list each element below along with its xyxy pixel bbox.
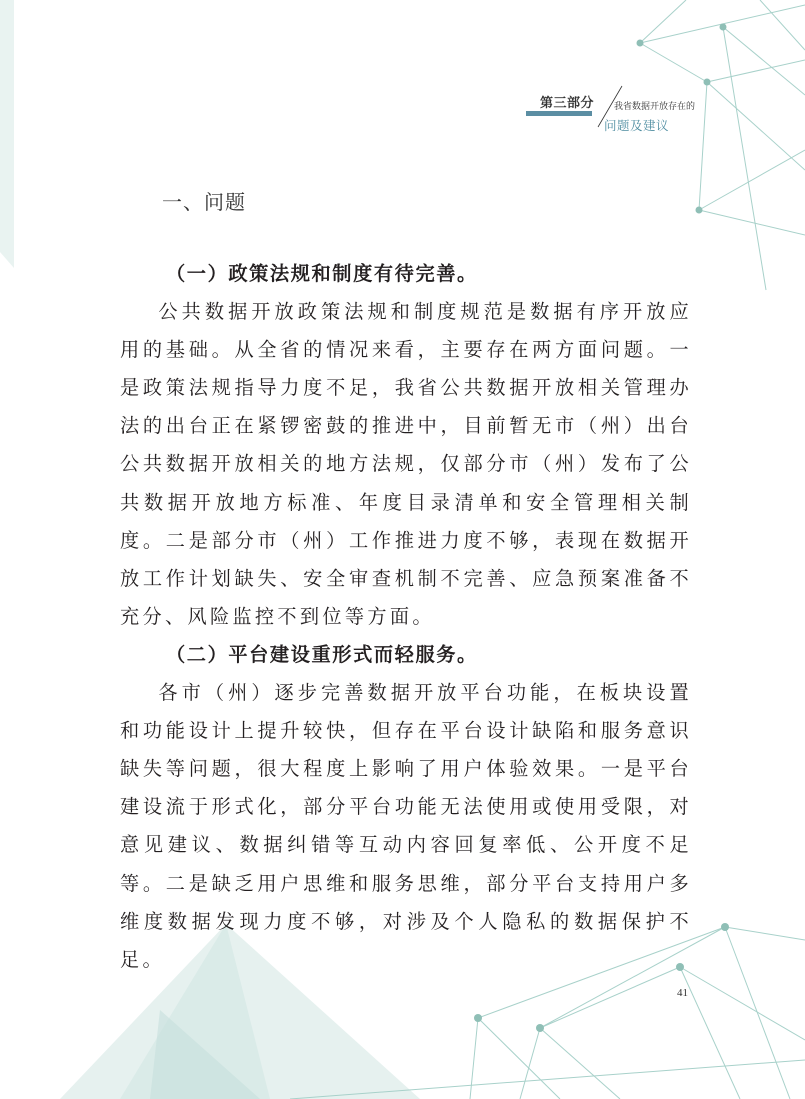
part-label: 第三部分 [540, 96, 595, 111]
chapter-header [526, 90, 726, 140]
part-accent-bar [526, 111, 592, 116]
subsection-heading-1: （一）政策法规和制度有待完善。 [166, 262, 478, 285]
chapter-subtitle-small: 我省数据开放存在的 [614, 102, 696, 112]
top-right-network [640, 0, 805, 290]
document-body [120, 255, 692, 979]
subsection-paragraph-1: 公共数据开放政策法规和制度规范是数据有序开放应用的基础。从全省的情况来看，主要存在两方面问题。一是政策法规指导力度不足，我省公共数据开放相关管理办法的出台正在紧锣密鼓的推进中，目前暂无市（州）出台公共数据开放相关的地方法规，仅部分市（州）发布了公共数据开放地方标准、年度目录清单和安全管理相关制度。二是部分市（州）工作推进力度不够，表现在数据开放工作计划缺失、安全审查机制不完善、应急预案准备不充分、风险监控不到位等方面。 [120, 300, 692, 628]
section-title: 一、问题 [162, 190, 246, 214]
left-edge-band [0, 0, 14, 268]
chapter-subtitle-big: 问题及建议 [604, 118, 670, 133]
subsection-paragraph-2: 各市（州）逐步完善数据开放平台功能，在板块设置和功能设计上提升较快，但存在平台设计缺陷和服务意识缺失等问题，很大程度上影响了用户体验效果。一是平台建设流于形式化，部分平台功能无法使用或使用受限，对意见建议、数据纠错等互动内容回复率低、公开度不足等。二是缺乏用户思维和服务思维，部分平台支持用户多维度数据发现力度不够，对涉及个人隐私的数据保护不足。 [120, 681, 692, 971]
subsection-heading-2: （二）平台建设重形式而轻服务。 [166, 642, 478, 666]
page-number: 41 [677, 987, 688, 999]
